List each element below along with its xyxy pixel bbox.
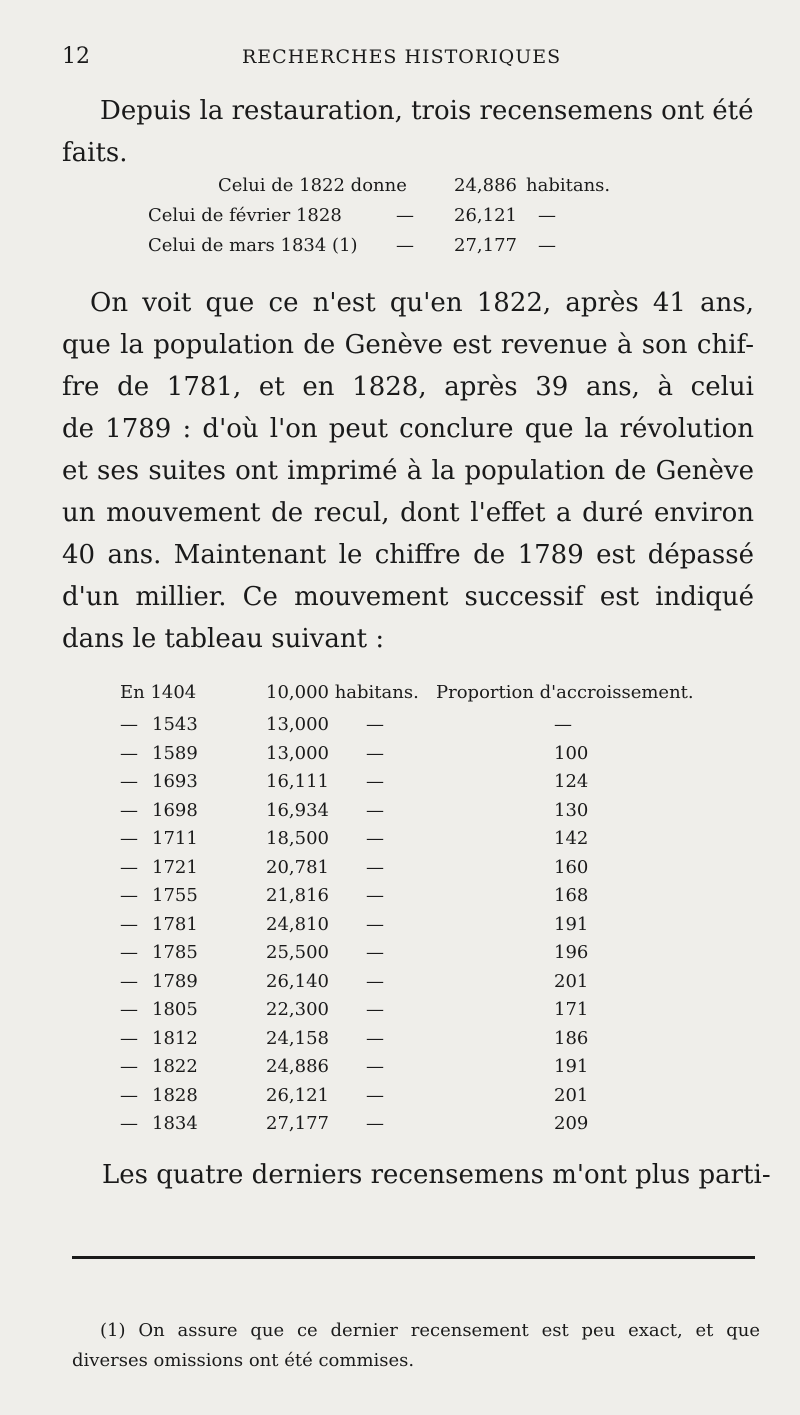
row-increase: 171 xyxy=(554,999,589,1020)
row-increase: 191 xyxy=(554,1056,589,1077)
row-increase: 191 xyxy=(554,913,589,935)
table-row xyxy=(0,714,800,744)
census-value: 27,177 xyxy=(454,235,517,256)
row-year: 1755 xyxy=(152,885,198,906)
row-year: 1589 xyxy=(152,742,198,764)
census-label: Celui de février 1828 xyxy=(148,205,342,226)
row-increase: 168 xyxy=(554,885,589,906)
table-row xyxy=(0,999,800,1029)
row-increase: — xyxy=(554,714,572,735)
paragraph-line: de 1789 : d'où l'on peut conclure que la révolution xyxy=(62,414,754,444)
row-increase: 186 xyxy=(554,1027,589,1049)
main-paragraph xyxy=(62,282,754,660)
paragraph-line: 40 ans. Maintenant le chiffre de 1789 est dépassé xyxy=(62,540,754,570)
row-increase: 196 xyxy=(554,942,589,963)
table-header xyxy=(0,682,800,712)
row-year: 1721 xyxy=(152,856,198,878)
row-population: 26,121 xyxy=(266,1084,329,1106)
row-increase: 209 xyxy=(554,1113,589,1134)
row-increase: 100 xyxy=(554,742,589,764)
row-population: 13,000 xyxy=(266,714,329,735)
table-row xyxy=(0,828,800,858)
row-dash: — xyxy=(366,885,384,906)
row-dash: — xyxy=(120,742,138,764)
row-increase: 160 xyxy=(554,856,589,878)
intro-line: Depuis la restauration, trois recensemens ont été xyxy=(100,96,754,126)
table-row xyxy=(0,971,800,1001)
row-year: 1785 xyxy=(152,942,198,963)
row-increase: 130 xyxy=(554,799,589,821)
table-row xyxy=(0,885,800,915)
row-year: 1781 xyxy=(152,913,198,935)
row-population: 16,934 xyxy=(266,799,329,821)
paragraph-line: On voit que ce n'est qu'en 1822, après 41 ans, xyxy=(90,288,754,318)
page-header xyxy=(62,44,740,74)
footnote-rule xyxy=(72,1256,755,1259)
closing-line: Les quatre derniers recensemens m'ont plus parti- xyxy=(102,1160,771,1190)
row-dash: — xyxy=(366,970,384,992)
row-dash: — xyxy=(120,942,138,963)
row-year: 1828 xyxy=(152,1084,198,1106)
row-population: 24,810 xyxy=(266,913,329,935)
row-increase: 201 xyxy=(554,1084,589,1106)
row-year: 1698 xyxy=(152,799,198,821)
table-row xyxy=(0,1056,800,1086)
row-dash: — xyxy=(120,1084,138,1106)
running-title: RECHERCHES HISTORIQUES xyxy=(242,46,562,68)
row-dash: — xyxy=(366,913,384,935)
row-dash: — xyxy=(120,1113,138,1134)
row-dash: — xyxy=(366,999,384,1020)
footnote xyxy=(72,1316,760,1376)
row-dash: — xyxy=(120,970,138,992)
row-dash: — xyxy=(120,1056,138,1077)
row-dash: — xyxy=(366,714,384,735)
footnote-line: diverses omissions ont été commises. xyxy=(72,1350,415,1371)
row-increase: 142 xyxy=(554,828,589,849)
census-value: 24,886 xyxy=(454,175,517,196)
header-increase: Proportion d'accroissement. xyxy=(436,682,694,703)
row-dash: — xyxy=(366,771,384,792)
table-row xyxy=(0,800,800,830)
census-value: 26,121 xyxy=(454,205,517,226)
intro-line: faits. xyxy=(62,138,128,168)
row-dash: — xyxy=(120,999,138,1020)
header-population: 10,000 habitans. xyxy=(266,682,419,703)
census-dash: — xyxy=(396,235,414,256)
row-dash: — xyxy=(366,856,384,878)
row-dash: — xyxy=(120,771,138,792)
table-row xyxy=(0,771,800,801)
table-row xyxy=(0,743,800,773)
row-dash: — xyxy=(366,1056,384,1077)
census-dash: — xyxy=(396,205,414,226)
row-population: 18,500 xyxy=(266,828,329,849)
row-population: 24,886 xyxy=(266,1056,329,1077)
census-unit: habitans. xyxy=(526,175,611,196)
row-year: 1711 xyxy=(152,828,198,849)
row-dash: — xyxy=(366,1084,384,1106)
row-population: 25,500 xyxy=(266,942,329,963)
census-label: Celui de mars 1834 (1) xyxy=(148,235,358,256)
census-unit: — xyxy=(538,235,556,256)
table-row xyxy=(0,914,800,944)
row-dash: — xyxy=(366,1027,384,1049)
paragraph-line: dans le tableau suivant : xyxy=(62,624,385,654)
census-label: Celui de 1822 donne xyxy=(218,175,407,196)
row-dash: — xyxy=(120,799,138,821)
row-year: 1693 xyxy=(152,771,198,792)
row-dash: — xyxy=(120,913,138,935)
table-row xyxy=(0,1085,800,1115)
census-entry xyxy=(148,202,556,230)
page-number: 12 xyxy=(62,44,90,69)
paragraph-line: fre de 1781, et en 1828, après 39 ans, à celui xyxy=(62,372,754,402)
row-year: 1543 xyxy=(152,714,198,735)
row-dash: — xyxy=(366,942,384,963)
row-year: 1805 xyxy=(152,999,198,1020)
paragraph-line: un mouvement de recul, dont l'effet a duré environ xyxy=(62,498,754,528)
row-population: 20,781 xyxy=(266,856,329,878)
row-increase: 124 xyxy=(554,771,589,792)
header-year: En 1404 xyxy=(120,682,197,703)
row-population: 21,816 xyxy=(266,885,329,906)
row-year: 1822 xyxy=(152,1056,198,1077)
row-population: 24,158 xyxy=(266,1027,329,1049)
census-entry xyxy=(148,232,556,260)
footnote-line: (1) On assure que ce dernier recensement est peu exact, et que xyxy=(100,1320,760,1341)
paragraph-line: et ses suites ont imprimé à la population de Genève xyxy=(62,456,754,486)
table-row xyxy=(0,942,800,972)
row-year: 1812 xyxy=(152,1027,198,1049)
row-population: 13,000 xyxy=(266,742,329,764)
row-increase: 201 xyxy=(554,970,589,992)
row-population: 16,111 xyxy=(266,771,329,792)
table-row xyxy=(0,1113,800,1143)
paragraph-line: d'un millier. Ce mouvement successif est indiqué xyxy=(62,582,754,612)
row-population: 22,300 xyxy=(266,999,329,1020)
row-dash: — xyxy=(120,856,138,878)
row-population: 26,140 xyxy=(266,970,329,992)
table-row xyxy=(0,857,800,887)
row-dash: — xyxy=(366,742,384,764)
row-dash: — xyxy=(120,828,138,849)
row-dash: — xyxy=(366,1113,384,1134)
row-year: 1789 xyxy=(152,970,198,992)
row-dash: — xyxy=(120,1027,138,1049)
census-unit: — xyxy=(538,205,556,226)
row-dash: — xyxy=(366,828,384,849)
census-entry xyxy=(218,172,611,200)
row-dash: — xyxy=(120,885,138,906)
row-year: 1834 xyxy=(152,1113,198,1134)
row-dash: — xyxy=(366,799,384,821)
intro-text xyxy=(62,90,752,174)
row-population: 27,177 xyxy=(266,1113,329,1134)
row-dash: — xyxy=(120,714,138,735)
paragraph-line: que la population de Genève est revenue à son chif- xyxy=(62,330,754,360)
table-row xyxy=(0,1028,800,1058)
